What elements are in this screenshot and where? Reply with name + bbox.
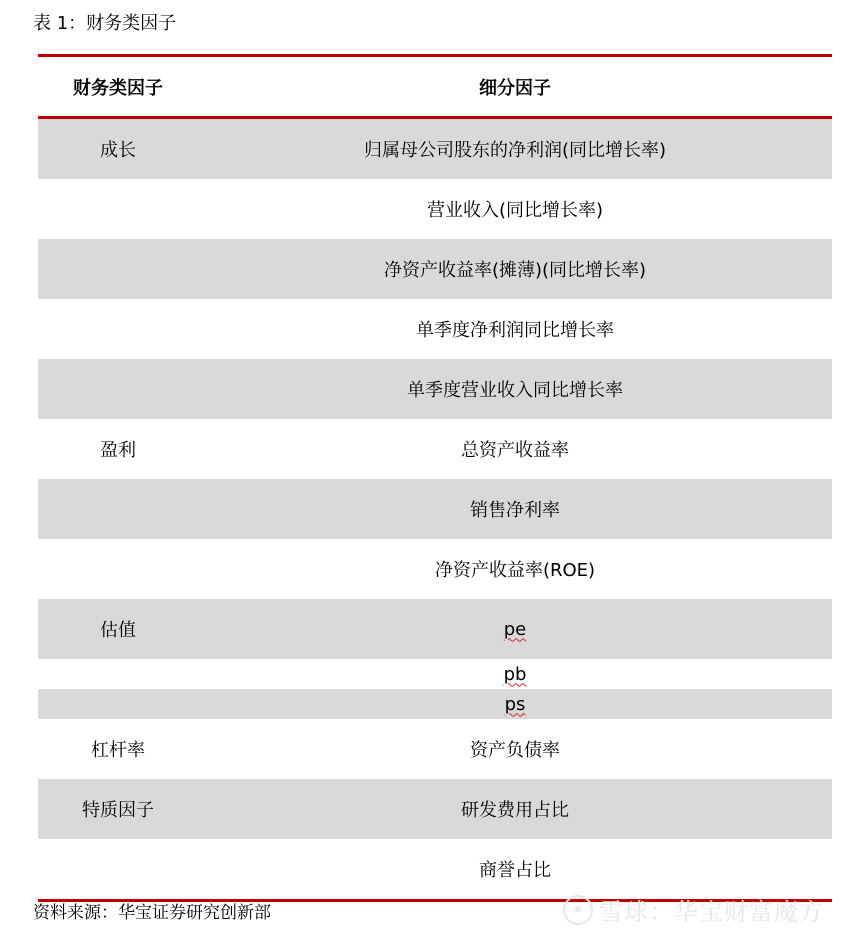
factor-text: pe [503, 618, 527, 640]
header-factor: 细分因子 [479, 77, 551, 99]
table-row [38, 539, 832, 599]
table-row [38, 659, 832, 689]
cell-factor [198, 619, 832, 640]
cell-factor [198, 694, 832, 715]
cell-factor [198, 856, 832, 882]
cell-factor [198, 556, 832, 582]
cell-factor [198, 136, 832, 162]
table-row [38, 359, 832, 419]
cell-category: 特质因子 [82, 800, 154, 821]
table-row [38, 299, 832, 359]
financial-factor-table [38, 54, 832, 902]
table-row [38, 719, 832, 779]
watermark-text: 雪球：华宝财富魔方 [599, 898, 824, 926]
factor-text: 研发费用占比 [461, 800, 569, 821]
table-row [38, 479, 832, 539]
factor-text: 销售净利率 [470, 500, 560, 521]
table-row [38, 419, 832, 479]
factor-text: 归属母公司股东的净利润(同比增长率) [363, 140, 667, 161]
table-row [38, 689, 832, 719]
table-caption: 表 1：财务类因子 [33, 13, 177, 34]
table-header [38, 57, 832, 116]
cell-category: 成长 [100, 140, 136, 161]
factor-text: 单季度净利润同比增长率 [416, 320, 614, 341]
header-category: 财务类因子 [73, 77, 163, 99]
source-note: 资料来源：华宝证券研究创新部 [33, 903, 271, 923]
factor-text: 单季度营业收入同比增长率 [407, 380, 623, 401]
watermark [563, 892, 824, 927]
cell-category: 杠杆率 [91, 740, 145, 761]
factor-text: 净资产收益率(摊薄)(同比增长率) [383, 260, 647, 281]
table-body [38, 119, 832, 899]
factor-text: 总资产收益率 [461, 440, 569, 461]
factor-text: pb [503, 663, 527, 685]
table-row [38, 239, 832, 299]
cell-factor [198, 376, 832, 402]
factor-text: 资产负债率 [470, 740, 560, 761]
snowball-logo-icon: ⚭ [563, 895, 593, 925]
table-row [38, 839, 832, 899]
table-row [38, 599, 832, 659]
table-row [38, 119, 832, 179]
cell-factor [198, 496, 832, 522]
cell-category: 盈利 [100, 440, 136, 461]
factor-text: 净资产收益率(ROE) [434, 560, 596, 581]
cell-category: 估值 [100, 620, 136, 641]
cell-factor [198, 256, 832, 282]
cell-factor [198, 316, 832, 342]
factor-text: ps [504, 693, 526, 715]
cell-factor [198, 196, 832, 222]
table-row [38, 179, 832, 239]
table-row [38, 779, 832, 839]
cell-factor [198, 736, 832, 762]
cell-factor [198, 436, 832, 462]
cell-factor [198, 796, 832, 822]
factor-text: 营业收入(同比增长率) [426, 200, 604, 221]
factor-text: 商誉占比 [479, 860, 551, 881]
cell-factor [198, 664, 832, 685]
